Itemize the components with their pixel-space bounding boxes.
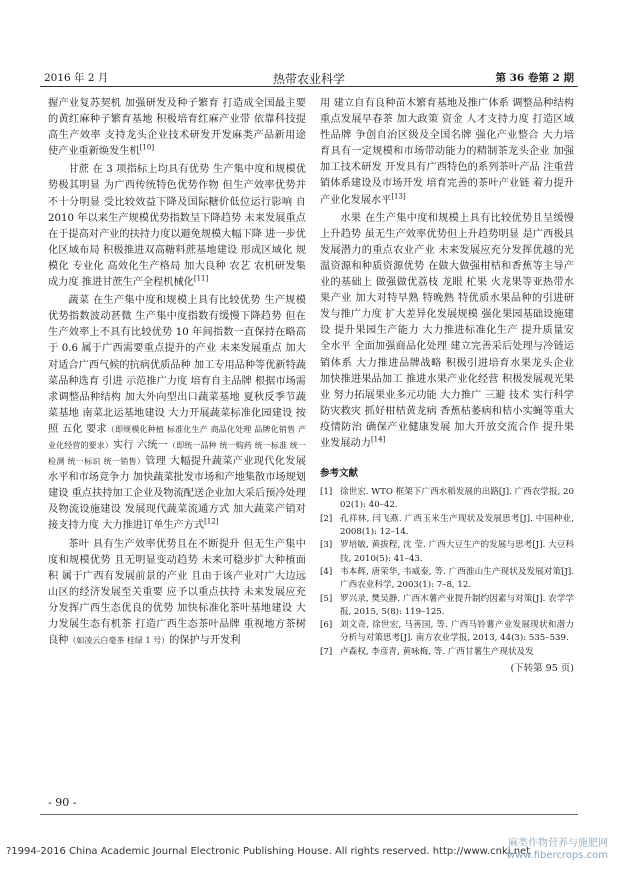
reference-text: 韦本辉, 唐荣华, 韦威泰, 等. 广西淮山生产现状及发展对策[J]. 广西农业科学, 2003(1): 7–8, 12.: [340, 566, 574, 591]
note-tea-varieties: （如凌云白毫茶 桂绿 1 号）: [68, 636, 170, 646]
page-header: [0, 0, 618, 84]
reference-item: [320, 539, 574, 566]
reference-text: 卢森权, 李彦青, 黄咏梅, 等. 广西甘薯生产现状及发: [340, 646, 534, 657]
reference-item: [320, 566, 574, 593]
right-column: [320, 96, 574, 677]
citation: [10]: [139, 143, 155, 152]
reference-item: [320, 593, 574, 620]
reference-text: 罗兴录, 樊吴静. 广西木薯产业提升制约因素与对策[J]. 农学学报, 2015, 5(8): 119–125.: [340, 593, 574, 617]
footer-rule: [40, 814, 578, 815]
header-rule: [40, 86, 578, 87]
paragraph-fruit: 水果 在生产集中度和规模上具有比较优势且呈缓慢上升趋势 虽无生产效率优势但上升趋势明显 是广西极具发展潜力的重点农业产业 未来发展应充分发挥优越的光温资源和种质资源优势 在做大做强柑桔和香蕉等主导产业的基础上 做强做优荔枝 龙眼 杧果 火龙果等亚热带水果产业 加大对特早熟 特晚熟 特优质水果品种的引进研发与推广力度 扩大差异化发展规模 强化果园基础设施建设 提升果园生产能力 大力推进标准化生产 提升质量安全水平 全面加强商品化处理 建立完善采后处理与冷链运销体系 大力推进品牌战略 积极引进培育水果龙头企业 加快推进果品加工 推进水果产业化经营 积极发展观光果业 努力拓展果业多元功能 大力推广 三避 技术 实行科学防灾救灾 抓好柑桔黄龙病 香蕉枯萎病和桔小实蝇等重大疫情防治 确保产业健康发展 加大开放交流合作 提升果业发展动力[14]: [320, 212, 574, 449]
paragraph-tea-continued: 用 建立自有良种苗木繁育基地及推广体系 调整品种结构 重点发展早春茶 加大政策 资金 人才支持力度 打造区域性品牌 争创自治区级及全国名牌 强化产业整合 大力培育具有一定规模和市场带动能力的精制茶龙头企业 加强加工技术研发 开发具有广西特色的系列茶叶产品 注重营销体系建设及市场开发 培育完善的茶叶产业链 着力提升产业化发展水平[13]: [320, 98, 574, 206]
citation: [12]: [204, 518, 219, 527]
citation: [13]: [391, 192, 406, 201]
paragraph-hemp: 握产业复苏契机 加强研发及种子繁育 打造成全国最主要的黄红麻种子繁育基地 积极培育红麻产业带 依靠科技提高生产效率 支持龙头企业技术研发开发麻类产品新用途 使产业重新焕发生机[10]: [48, 98, 306, 158]
header-journal-title: 热带农业科学: [272, 72, 345, 86]
reference-number: [2]: [320, 513, 333, 524]
left-column: [48, 96, 306, 649]
reference-text: 罗培敏, 黄拔程, 沈 莹. 广西大豆生产的发展与思考[J]. 大豆科技, 2010(5): 41–43.: [340, 540, 574, 564]
paragraph-sugarcane: 甘蔗 在 3 项指标上均具有优势 生产集中度和规模优势极其明显 为广西传统特色优势作物 但生产效率优势并不十分明显 受比较效益下降及国际糖价低位运行影响 自 2010 年以来生产规模优势指数呈下降趋势 未来发展重点在于提高对产业的扶持力度以避免规模大幅下降 进一步优化区域布局 积极推进双高糖料蔗基地建设 形成区域化 规模化 专业化 高效化生产格局 加大良种 农艺 农机研发集成力度 推进甘蔗生产全程机械化[11]: [48, 164, 306, 289]
reference-item: [320, 513, 574, 540]
citation: [14]: [370, 435, 386, 444]
references-list: [320, 486, 574, 659]
reference-item: [320, 646, 574, 659]
reference-number: [1]: [320, 487, 333, 498]
reference-text: 徐世宏. WTO 框架下广西水稻发展的出路[J]. 广西农学报, 2002(1): 40–42.: [340, 487, 574, 511]
reference-text: 孔祥林, 闫飞燕. 广西玉米生产现状及发展思考[J]. 中国种业, 2008(1): 12–14.: [340, 513, 574, 538]
note-five-modernizations: （即规模化种植 标准化生产 商品化处理 品牌化销售 产业化经营的要求）: [48, 424, 306, 450]
reference-number: [6]: [320, 620, 333, 631]
reference-number: [3]: [320, 540, 333, 551]
reference-number: [4]: [320, 566, 333, 577]
paragraph-vegetables: 蔬菜 在生产集中度和规模上具有比较优势 生产规模优势指数波动甚微 生产集中度指数有缓慢下降趋势 但在生产效率上不具有比较优势 10 年间指数一直保持在略高于 0.6 属于广西需要重点提升的产业 未来发展重点 加大对适合广西气候的抗病优质品种 加工专用品种等优新特蔬菜品种选育 引进 示范推广力度 培育自主品牌 根据市场需求调整品种结构 加大外向型出口蔬菜基地 夏秋反季节蔬菜基地 南菜北运基地建设 大力开展蔬菜标准化园建设 按照 五化 要求（即规模化种植 标准化生产 商品化处理 品牌化销售 产业化经营的要求）实行 六统一（即统一品种 统一购药 统一标准 统一检测 统一标识 统一销售）管理 大幅提升蔬菜产业现代化发展水平和市场竞争力 加快蔬菜批发市场和产地集散市场规划建设 重点扶持加工企业及物流配送企业加大采后预冷处理及物流设施建设 发展现代蔬菜流通方式 加大蔬菜产销对接支持力度 大力推进订单生产方式[12]: [48, 295, 306, 532]
citation: [11]: [193, 274, 209, 283]
reference-number: [7]: [320, 646, 333, 657]
note-six-unifications: （即统一品种 统一购药 统一标准 统一检测 统一标识 统一销售）: [48, 440, 306, 467]
continued-note: (下转第 95 页): [510, 663, 574, 675]
copyright-footer: ?1994-2016 China Academic Journal Electronic Publishing House. All rights reserved. http://www.cnki.net: [6, 846, 531, 857]
header-date: 2016 年 2 月: [44, 72, 109, 84]
paragraph-tea: 茶叶 具有生产效率优势且在不断提升 但无生产集中度和规模优势 且无明显变动趋势 未来可稳步扩大种植面积 属于广西有发展前景的产业 且由于该产业对广大边远山区的经济发展至关重要 应予以重点扶持 未来发展应充分发挥广西生态优良的优势 加快标准化茶叶基地建设 大力发展生态有机茶 打造广西生态茶叶品牌 重视地方茶树良种（如凌云白毫茶 桂绿 1 号）的保护与开发利: [48, 538, 306, 647]
header-issue: 第 36 卷第 2 期: [495, 72, 574, 84]
reference-number: [5]: [320, 593, 333, 604]
reference-item: [320, 619, 574, 646]
references-title: 参考文献: [320, 468, 359, 480]
reference-item: [320, 486, 574, 513]
watermark-name: 麻类作物营养与施肥网: [508, 838, 608, 849]
reference-text: 刘文奇, 徐世宏, 马善国, 等. 广西马铃薯产业发展现状和潜力分析与对策思考[J]. 南方农业学报, 2013, 44(3): 535–539.: [340, 620, 574, 644]
watermark: [507, 838, 608, 862]
page-number: - 90 -: [48, 796, 77, 809]
watermark-url: www.fibercrops.com: [506, 850, 608, 861]
